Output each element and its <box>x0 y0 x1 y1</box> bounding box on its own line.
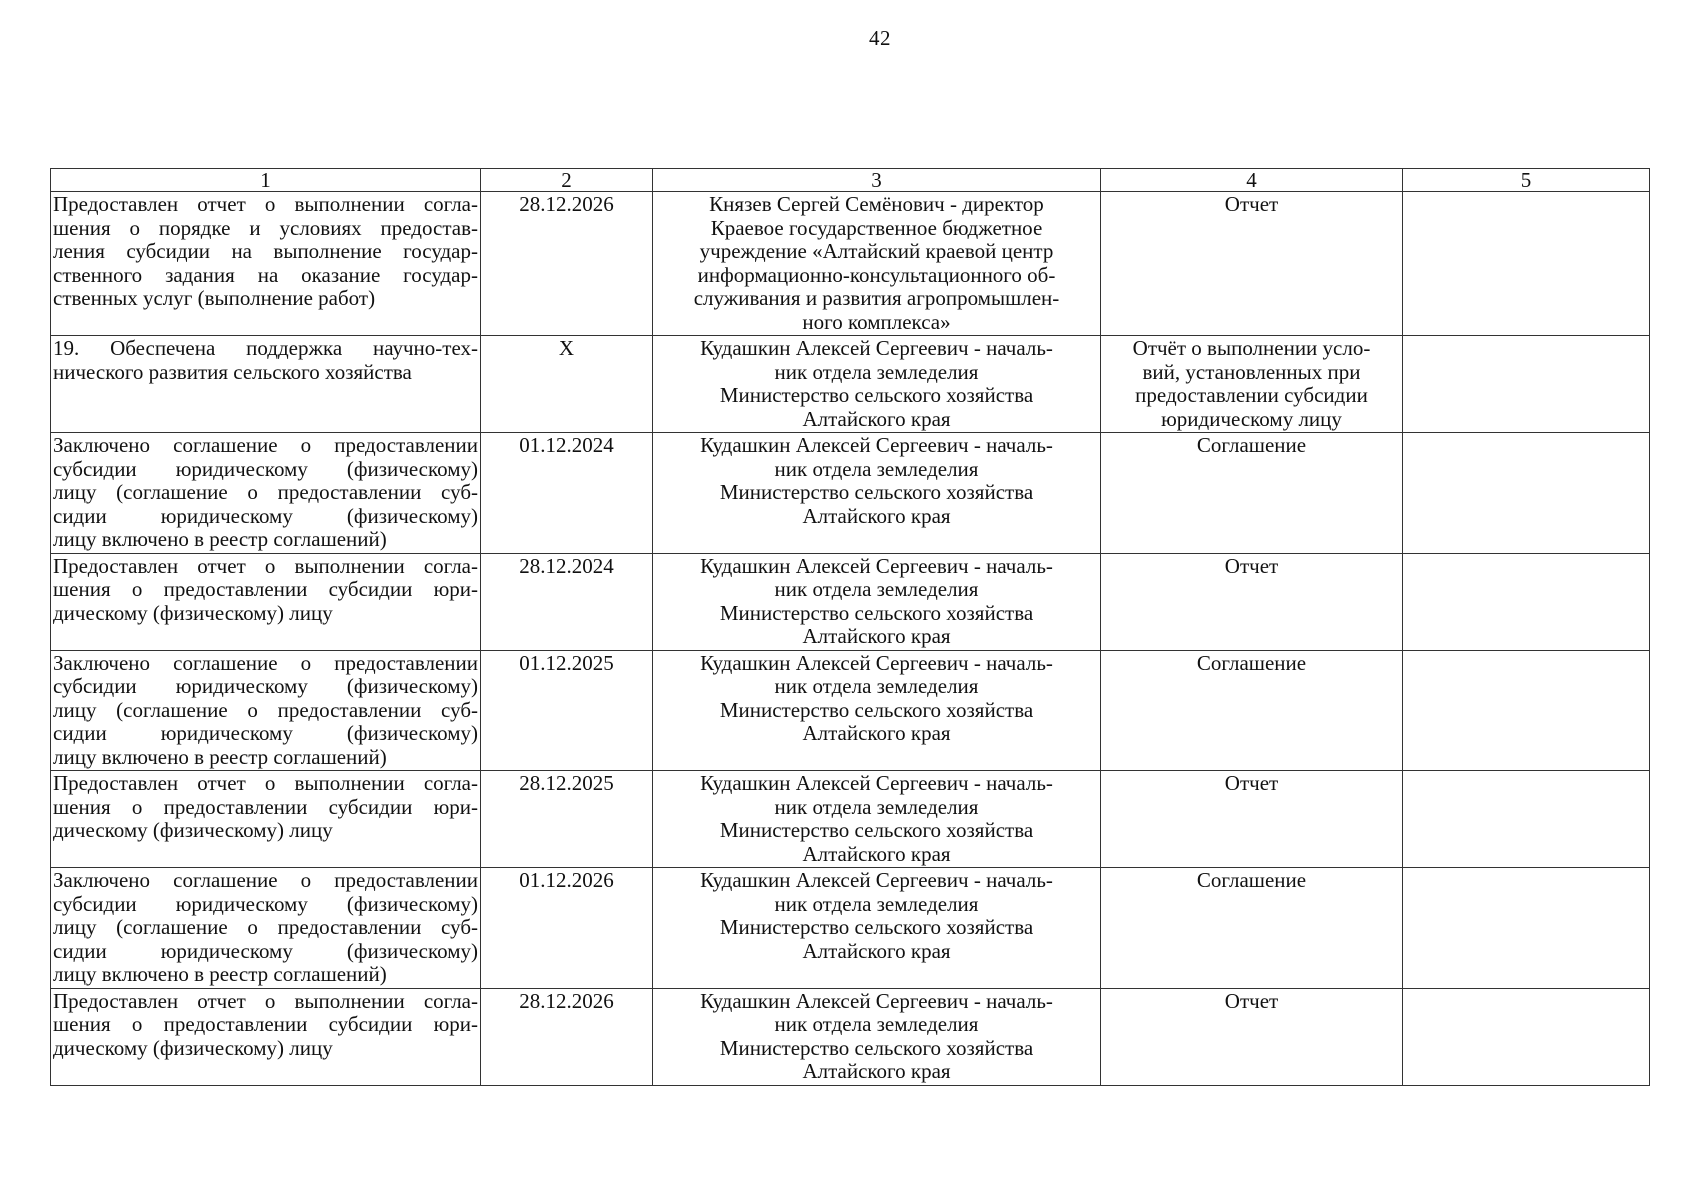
responsible-line: Князев Сергей Семёнович - директор <box>709 192 1044 216</box>
responsible-cell <box>653 336 1101 433</box>
responsible-line: ник отдела земледелия <box>774 577 979 601</box>
event-description-line: Заключено соглашение о предоставлении <box>53 868 478 892</box>
notes-cell <box>1403 553 1650 650</box>
event-description-cell <box>51 192 481 336</box>
event-description-cell <box>51 868 481 989</box>
document-type-cell <box>1101 868 1403 989</box>
responsible-line: Министерство сельского хозяйства <box>719 915 1034 939</box>
event-description-line: Предоставлен отчет о выполнении согла- <box>53 553 478 578</box>
event-description-line: ственных услуг (выполнение работ) <box>53 286 376 310</box>
responsible-line: информационно-консультационного об- <box>697 262 1056 287</box>
responsible-cell <box>653 433 1101 554</box>
header-row <box>51 169 1650 192</box>
deadline-cell: 28.12.2026 <box>481 192 653 336</box>
responsible-line: Алтайского края <box>802 841 951 866</box>
event-description-cell <box>51 988 481 1085</box>
event-description-line: лицу (соглашение о предоставлении суб- <box>53 915 478 939</box>
plan-table <box>50 168 1650 1086</box>
document-type-cell <box>1101 650 1403 771</box>
responsible-cell <box>653 650 1101 771</box>
event-description-line: лицу (соглашение о предоставлении суб- <box>53 480 478 504</box>
table-row <box>51 988 1650 1085</box>
document-type-line: Отчёт о выполнении усло- <box>1132 336 1371 360</box>
event-description-line: Предоставлен отчет о выполнении согла- <box>53 988 478 1013</box>
deadline-cell: 01.12.2026 <box>481 868 653 989</box>
document-type-line: Отчет <box>1224 988 1279 1013</box>
deadline-cell: 28.12.2024 <box>481 553 653 650</box>
responsible-line: Кудашкин Алексей Сергеевич - началь- <box>700 868 1053 892</box>
header-cell: 1 <box>51 169 481 192</box>
header-cell: 4 <box>1101 169 1403 192</box>
responsible-line: Кудашкин Алексей Сергеевич - началь- <box>700 650 1053 675</box>
responsible-line: ник отдела земледелия <box>774 674 979 698</box>
event-description-line: Предоставлен отчет о выполнении согла- <box>53 192 478 216</box>
header-cell: 5 <box>1403 169 1650 192</box>
header-cell: 3 <box>653 169 1101 192</box>
document-type-line: вий, установленных при <box>1142 359 1361 384</box>
responsible-line: Краевое государственное бюджетное <box>710 215 1043 240</box>
deadline-cell: X <box>481 336 653 433</box>
event-description-line: субсидии юридическому (физическому) <box>53 456 478 481</box>
event-description-line: шения о порядке и условиях предостав- <box>53 215 478 240</box>
event-description-line: Заключено соглашение о предоставлении <box>53 650 478 675</box>
document-type-cell <box>1101 433 1403 554</box>
notes-cell <box>1403 192 1650 336</box>
responsible-line: Алтайского края <box>802 624 951 648</box>
table-row <box>51 192 1650 336</box>
document-type-cell <box>1101 192 1403 336</box>
event-description-line: шения о предоставлении субсидии юри- <box>53 1012 478 1036</box>
notes-cell <box>1403 336 1650 433</box>
event-description-line: субсидии юридическому (физическому) <box>53 674 478 698</box>
responsible-cell <box>653 553 1101 650</box>
event-description-line: сидии юридическому (физическому) <box>53 938 478 963</box>
responsible-line: Алтайского края <box>802 406 951 431</box>
responsible-cell <box>653 988 1101 1085</box>
responsible-line: Кудашкин Алексей Сергеевич - началь- <box>700 433 1053 457</box>
table-row <box>51 553 1650 650</box>
event-description-line: лицу (соглашение о предоставлении суб- <box>53 697 478 722</box>
responsible-line: Кудашкин Алексей Сергеевич - началь- <box>700 988 1053 1013</box>
table-row <box>51 868 1650 989</box>
responsible-cell <box>653 192 1101 336</box>
notes-cell <box>1403 433 1650 554</box>
responsible-line: Алтайского края <box>802 938 951 963</box>
event-description-line: Предоставлен отчет о выполнении согла- <box>53 771 478 795</box>
table-row <box>51 771 1650 868</box>
event-description-line: 19. Обеспечена поддержка научно-тех- <box>53 336 478 360</box>
responsible-line: Кудашкин Алексей Сергеевич - началь- <box>700 336 1053 360</box>
event-description-cell <box>51 433 481 554</box>
responsible-line: Министерство сельского хозяйства <box>719 383 1034 407</box>
event-description-line: лицу включено в реестр соглашений) <box>53 744 387 769</box>
notes-cell <box>1403 771 1650 868</box>
responsible-line: ник отдела земледелия <box>774 794 979 819</box>
responsible-line: ник отдела земледелия <box>774 456 979 481</box>
table-row <box>51 433 1650 554</box>
event-description-cell <box>51 771 481 868</box>
event-description-line: шения о предоставлении субсидии юри- <box>53 794 478 819</box>
notes-cell <box>1403 868 1650 989</box>
document-type-cell <box>1101 336 1403 433</box>
event-description-line: ления субсидии на выполнение государ- <box>53 239 478 263</box>
document-type-line: Соглашение <box>1196 650 1307 675</box>
event-description-line: дическому (физическому) лицу <box>53 818 333 842</box>
document-type-line: юридическому лицу <box>1161 406 1342 431</box>
responsible-line: ник отдела земледелия <box>774 359 979 384</box>
responsible-line: учреждение «Алтайский краевой центр <box>699 239 1054 263</box>
deadline-cell: 01.12.2025 <box>481 650 653 771</box>
page-number: 42 <box>869 26 891 50</box>
responsible-line: ник отдела земледелия <box>774 891 979 916</box>
responsible-cell <box>653 868 1101 989</box>
event-description-line: дическому (физическому) лицу <box>53 600 333 625</box>
event-description-cell <box>51 553 481 650</box>
responsible-line: Кудашкин Алексей Сергеевич - началь- <box>700 771 1053 795</box>
deadline-cell: 01.12.2024 <box>481 433 653 554</box>
document-type-cell <box>1101 553 1403 650</box>
event-description-line: ственного задания на оказание государ- <box>53 262 478 287</box>
event-description-line: сидии юридическому (физическому) <box>53 503 478 528</box>
document-type-cell <box>1101 988 1403 1085</box>
document-type-line: Соглашение <box>1196 433 1307 457</box>
responsible-line: Алтайского края <box>802 721 951 745</box>
responsible-line: Министерство сельского хозяйства <box>719 697 1034 722</box>
table-row <box>51 650 1650 771</box>
document-type-line: предоставлении субсидии <box>1135 383 1368 407</box>
event-description-line: лицу включено в реестр соглашений) <box>53 962 387 986</box>
document-type-line: Соглашение <box>1196 868 1307 892</box>
document-type-line: Отчет <box>1224 553 1279 578</box>
event-description-line: субсидии юридическому (физическому) <box>53 891 478 916</box>
responsible-line: Алтайского края <box>802 503 951 528</box>
responsible-line: служивания и развития агропромышлен- <box>693 286 1060 310</box>
document-type-line: Отчет <box>1224 192 1279 216</box>
event-description-line: дическому (физическому) лицу <box>53 1035 333 1060</box>
event-description-line: шения о предоставлении субсидии юри- <box>53 577 478 601</box>
responsible-line: Кудашкин Алексей Сергеевич - началь- <box>700 553 1053 578</box>
notes-cell <box>1403 988 1650 1085</box>
event-description-line: лицу включено в реестр соглашений) <box>53 527 387 551</box>
table-row <box>51 336 1650 433</box>
event-description-cell <box>51 650 481 771</box>
responsible-line: Министерство сельского хозяйства <box>719 480 1034 504</box>
deadline-cell: 28.12.2025 <box>481 771 653 868</box>
document-type-cell <box>1101 771 1403 868</box>
event-description-line: сидии юридическому (физическому) <box>53 721 478 745</box>
responsible-line: ник отдела земледелия <box>774 1012 979 1036</box>
responsible-line: Министерство сельского хозяйства <box>719 600 1034 625</box>
responsible-cell <box>653 771 1101 868</box>
document-type-line: Отчет <box>1224 771 1279 795</box>
responsible-line: ного комплекса» <box>802 309 951 334</box>
event-description-line: Заключено соглашение о предоставлении <box>53 433 478 457</box>
deadline-cell: 28.12.2026 <box>481 988 653 1085</box>
responsible-line: Министерство сельского хозяйства <box>719 1035 1034 1060</box>
event-description-line: нического развития сельского хозяйства <box>53 359 412 384</box>
responsible-line: Министерство сельского хозяйства <box>719 818 1034 842</box>
notes-cell <box>1403 650 1650 771</box>
header-cell: 2 <box>481 169 653 192</box>
responsible-line: Алтайского края <box>802 1059 951 1083</box>
event-description-cell <box>51 336 481 433</box>
